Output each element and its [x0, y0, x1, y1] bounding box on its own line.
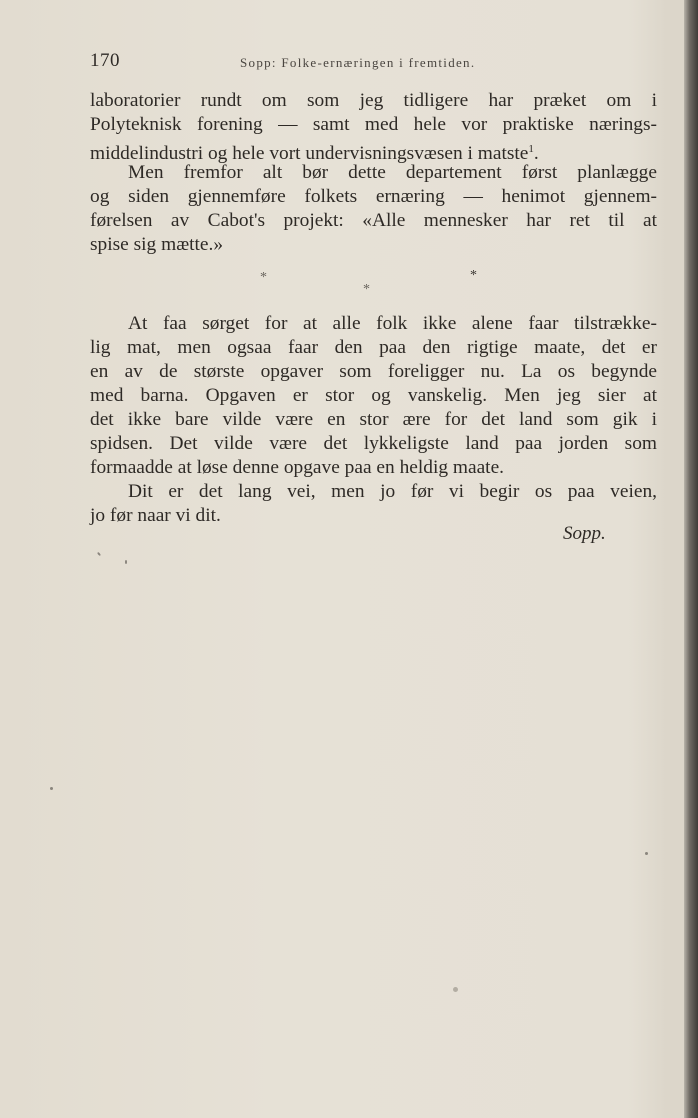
text-line: Men fremfor alt bør dette departement først planlægge	[128, 162, 657, 183]
page-number: 170	[90, 50, 120, 71]
paragraph-3	[90, 312, 657, 480]
paper-speck	[50, 787, 53, 790]
footnote-mark: 1	[528, 143, 534, 155]
running-title: Sopp: Folke-ernæringen i fremtiden.	[240, 55, 476, 70]
text-line: førelsen av Cabot's projekt: «Alle mennesker har ret til at	[90, 210, 657, 231]
paper-speck	[97, 552, 101, 556]
paper-speck	[125, 560, 127, 564]
paragraph-4	[90, 480, 657, 528]
paragraph-1	[90, 89, 657, 164]
text-line: det ikke bare vilde være en stor ære for det land som gik i	[90, 409, 657, 430]
section-separator	[230, 268, 510, 308]
body-text-bottom	[90, 312, 657, 528]
running-head	[90, 50, 610, 74]
text-line: spidsen. Det vilde være det lykkeligste land paa jorden som	[90, 433, 657, 454]
text-line: med barna. Opgaven er stor og vanskelig. Men jeg sier at	[90, 385, 657, 406]
text-line: At faa sørget for at alle folk ikke alene faar tilstrække-	[128, 313, 657, 334]
text-line: Polyteknisk forening — samt med hele vor praktiske nærings-	[90, 114, 657, 135]
paper-speck	[645, 852, 648, 855]
author-signature: Sopp.	[563, 523, 606, 544]
text-line: jo før naar vi dit.	[90, 505, 221, 526]
body-text-top	[90, 89, 657, 257]
text-line: middelindustri og hele vort undervisningsvæsen i matste$^1$.	[90, 143, 539, 164]
page-edge-shadow	[684, 0, 698, 1118]
paper-speck	[453, 987, 458, 992]
asterism-star-icon: *	[260, 270, 267, 285]
asterism-star-icon: *	[363, 282, 370, 297]
text-line: Dit er det lang vei, men jo før vi begir os paa veien,	[128, 481, 657, 502]
text-line: og siden gjennemføre folkets ernæring — henimot gjennem-	[90, 186, 657, 207]
text-line: laboratorier rundt om som jeg tidligere har præket om i	[90, 90, 657, 111]
asterism-star-icon: *	[470, 268, 477, 283]
text-line: spise sig mætte.»	[90, 234, 224, 255]
text-line: en av de største opgaver som foreligger nu. La os begynde	[90, 361, 657, 382]
text-line: formaadde at løse denne opgave paa en heldig maate.	[90, 457, 505, 478]
text-line: lig mat, men ogsaa faar den paa den rigtige maate, det er	[90, 337, 657, 358]
paragraph-2	[90, 161, 657, 257]
